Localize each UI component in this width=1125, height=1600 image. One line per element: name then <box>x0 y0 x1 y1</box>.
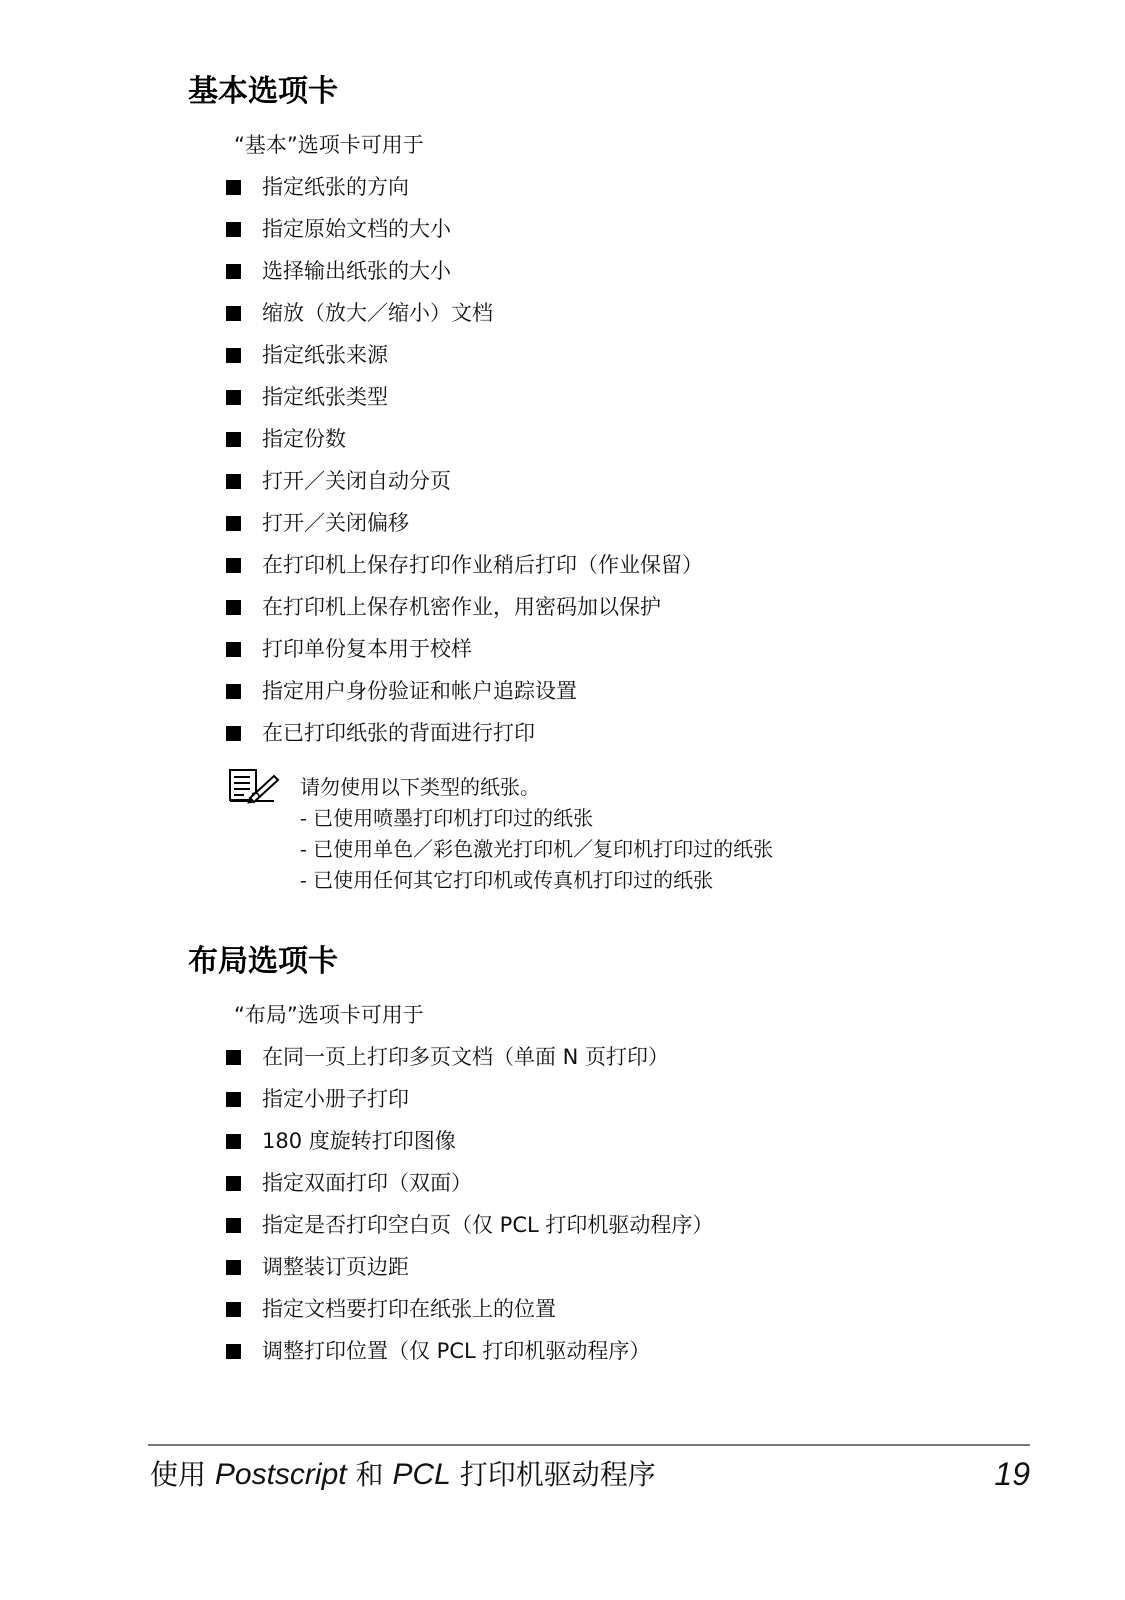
list-item-text: 指定用户身份验证和帐户追踪设置 <box>262 679 577 703</box>
layout-tab-list <box>188 1042 1068 1366</box>
square-bullet-icon <box>226 474 241 489</box>
note-line: - 已使用任何其它打印机或传真机打印过的纸张 <box>300 868 714 892</box>
list-item-text: 缩放（放大／缩小）文档 <box>262 301 493 325</box>
square-bullet-icon <box>226 558 241 573</box>
square-bullet-icon <box>226 222 241 237</box>
list-item-text: 选择输出纸张的大小 <box>262 259 451 283</box>
footer-running-title <box>150 1455 656 1495</box>
list-item <box>188 676 1068 706</box>
list-item <box>188 1042 1068 1072</box>
basic-tab-list <box>188 172 1068 748</box>
list-item-text: 在打印机上保存打印作业稍后打印（作业保留） <box>262 553 703 577</box>
list-item <box>188 1210 1068 1240</box>
list-item-text: 指定小册子打印 <box>262 1087 409 1111</box>
list-item-text: 指定份数 <box>262 427 346 451</box>
square-bullet-icon <box>226 1176 241 1191</box>
square-bullet-icon <box>226 1092 241 1107</box>
list-item <box>188 634 1068 664</box>
list-item-text: 打开／关闭偏移 <box>262 511 409 535</box>
square-bullet-icon <box>226 180 241 195</box>
list-item <box>188 298 1068 328</box>
list-item-text: 指定原始文档的大小 <box>262 217 451 241</box>
list-item <box>188 256 1068 286</box>
footer-divider <box>148 1444 1030 1446</box>
square-bullet-icon <box>226 1344 241 1359</box>
square-bullet-icon <box>226 264 241 279</box>
footer-title-part: PCL <box>392 1458 451 1491</box>
list-item-text: 指定双面打印（双面） <box>262 1171 472 1195</box>
list-item-text: 指定纸张来源 <box>262 343 388 367</box>
basic-tab-intro: “基本”选项卡可用于 <box>234 133 424 157</box>
list-item-text: 打开／关闭自动分页 <box>262 469 451 493</box>
footer-title-part: 打印机驱动程序 <box>450 1458 656 1491</box>
square-bullet-icon <box>226 390 241 405</box>
square-bullet-icon <box>226 726 241 741</box>
basic-tab-heading: 基本选项卡 <box>188 74 338 109</box>
square-bullet-icon <box>226 1134 241 1149</box>
footer-title-part: Postscript <box>214 1458 347 1491</box>
footer-title-part: 使用 <box>150 1458 215 1491</box>
list-item-text: 在打印机上保存机密作业，用密码加以保护 <box>262 595 661 619</box>
note-pencil-icon <box>228 768 284 804</box>
list-item-text: 指定纸张的方向 <box>262 175 409 199</box>
square-bullet-icon <box>226 516 241 531</box>
square-bullet-icon <box>226 642 241 657</box>
list-item <box>188 1126 1068 1156</box>
layout-tab-heading: 布局选项卡 <box>188 944 338 979</box>
list-item <box>188 718 1068 748</box>
list-item-text: 指定纸张类型 <box>262 385 388 409</box>
list-item <box>188 1252 1068 1282</box>
basic-tab-section <box>188 72 1068 760</box>
list-item <box>188 592 1068 622</box>
list-item-text: 调整打印位置（仅 PCL 打印机驱动程序） <box>262 1339 651 1363</box>
list-item <box>188 466 1068 496</box>
square-bullet-icon <box>226 1260 241 1275</box>
list-item-text: 调整装订页边距 <box>262 1255 409 1279</box>
list-item-text: 打印单份复本用于校样 <box>262 637 472 661</box>
square-bullet-icon <box>226 1218 241 1233</box>
note-text <box>300 772 773 896</box>
list-item-text: 在已打印纸张的背面进行打印 <box>262 721 535 745</box>
list-item <box>188 1336 1068 1366</box>
square-bullet-icon <box>226 348 241 363</box>
list-item <box>188 214 1068 244</box>
layout-tab-section <box>188 942 1068 1378</box>
list-item <box>188 382 1068 412</box>
square-bullet-icon <box>226 600 241 615</box>
square-bullet-icon <box>226 684 241 699</box>
note-line: - 已使用单色／彩色激光打印机／复印机打印过的纸张 <box>300 837 774 861</box>
list-item <box>188 340 1068 370</box>
list-item <box>188 424 1068 454</box>
list-item <box>188 1294 1068 1324</box>
note-line: - 已使用喷墨打印机打印过的纸张 <box>300 806 594 830</box>
square-bullet-icon <box>226 1302 241 1317</box>
list-item-text: 180 度旋转打印图像 <box>262 1129 456 1153</box>
list-item <box>188 1084 1068 1114</box>
list-item <box>188 508 1068 538</box>
list-item-text: 指定是否打印空白页（仅 PCL 打印机驱动程序） <box>262 1213 714 1237</box>
square-bullet-icon <box>226 306 241 321</box>
footer-title-part: 和 <box>346 1458 393 1491</box>
list-item-text: 在同一页上打印多页文档（单面 N 页打印） <box>262 1045 670 1069</box>
page-number: 19 <box>994 1456 1030 1492</box>
list-item-text: 指定文档要打印在纸张上的位置 <box>262 1297 556 1321</box>
square-bullet-icon <box>226 1050 241 1065</box>
layout-tab-intro: “布局”选项卡可用于 <box>234 1003 424 1027</box>
list-item <box>188 1168 1068 1198</box>
square-bullet-icon <box>226 432 241 447</box>
note-heading: 请勿使用以下类型的纸张。 <box>300 775 540 799</box>
list-item <box>188 172 1068 202</box>
list-item <box>188 550 1068 580</box>
